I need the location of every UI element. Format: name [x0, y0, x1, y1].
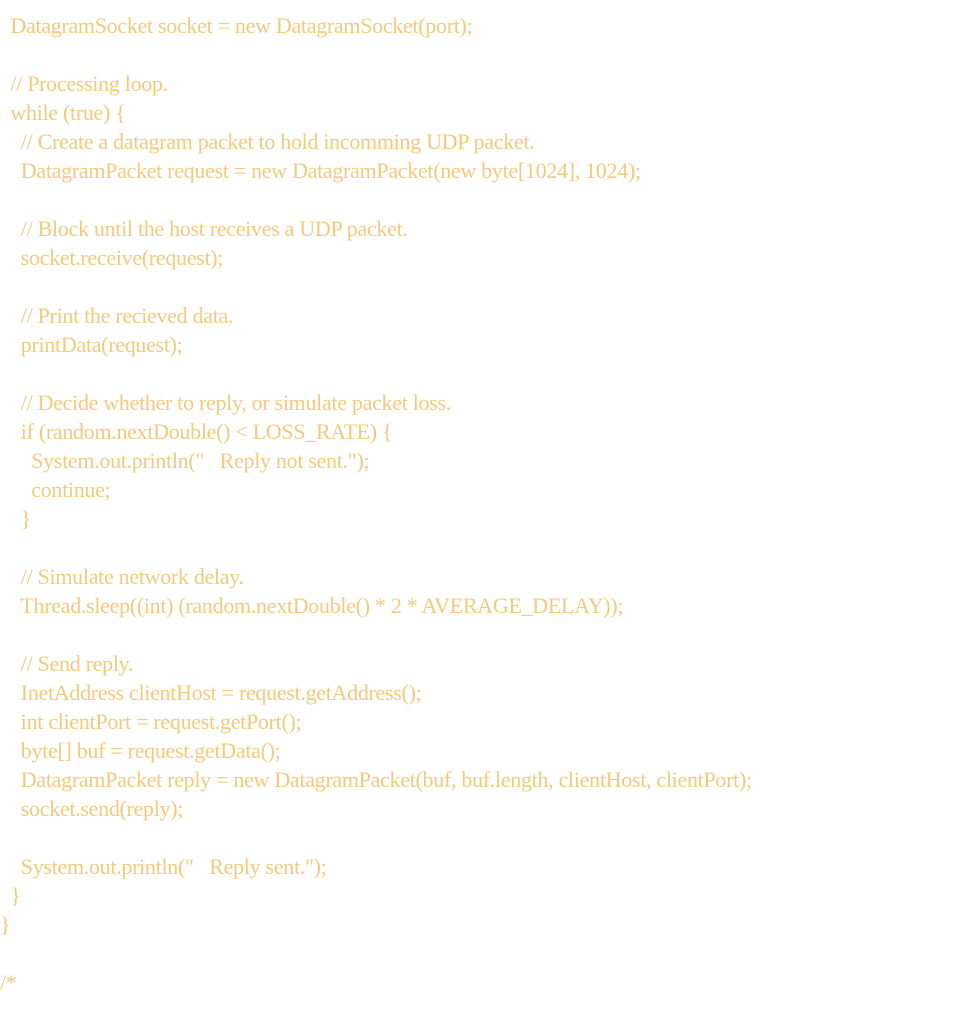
code-line: InetAddress clientHost = request.getAddress();	[0, 680, 422, 705]
code-line-comment: // Print the recieved data.	[0, 303, 234, 328]
code-line-comment: // Send reply.	[0, 651, 134, 676]
code-line: }	[0, 912, 11, 937]
code-line: DatagramPacket request = new DatagramPacket(new byte[1024], 1024);	[0, 158, 641, 183]
code-line: int clientPort = request.getPort();	[0, 709, 302, 734]
code-line: System.out.println(" Reply sent.");	[0, 854, 327, 879]
code-line-comment: /*	[0, 970, 17, 995]
code-line: printData(request);	[0, 332, 183, 357]
code-line-comment: // Create a datagram packet to hold incomming UDP packet.	[0, 129, 535, 154]
code-line: }	[0, 506, 32, 531]
code-line-blank	[0, 620, 967, 649]
code-line-blank	[0, 939, 967, 968]
code-line: }	[0, 883, 21, 908]
code-line: socket.send(reply);	[0, 796, 184, 821]
code-line-comment: // Decide whether to reply, or simulate packet loss.	[0, 390, 451, 415]
code-line-blank	[0, 823, 967, 852]
code-line: while (true) {	[0, 100, 126, 125]
code-line: DatagramPacket reply = new DatagramPacket(buf, buf.length, clientHost, clientPort);	[0, 767, 752, 792]
code-line: byte[] buf = request.getData();	[0, 738, 281, 763]
code-line: continue;	[0, 477, 111, 502]
code-line: System.out.println(" Reply not sent.");	[0, 448, 370, 473]
code-line-blank	[0, 359, 967, 388]
code-line: if (random.nextDouble() < LOSS_RATE) {	[0, 419, 393, 444]
code-line-blank	[0, 40, 967, 69]
code-line: Thread.sleep((int) (random.nextDouble() * 2 * AVERAGE_DELAY));	[0, 593, 624, 618]
code-listing	[0, 11, 967, 997]
code-line-blank	[0, 533, 967, 562]
code-line-comment: // Simulate network delay.	[0, 564, 244, 589]
code-line-blank	[0, 185, 967, 214]
code-line-blank	[0, 272, 967, 301]
code-line: DatagramSocket socket = new DatagramSocket(port);	[0, 13, 473, 38]
code-line-comment: // Processing loop.	[0, 71, 168, 96]
code-line: socket.receive(request);	[0, 245, 224, 270]
code-line-comment: // Block until the host receives a UDP packet.	[0, 216, 408, 241]
